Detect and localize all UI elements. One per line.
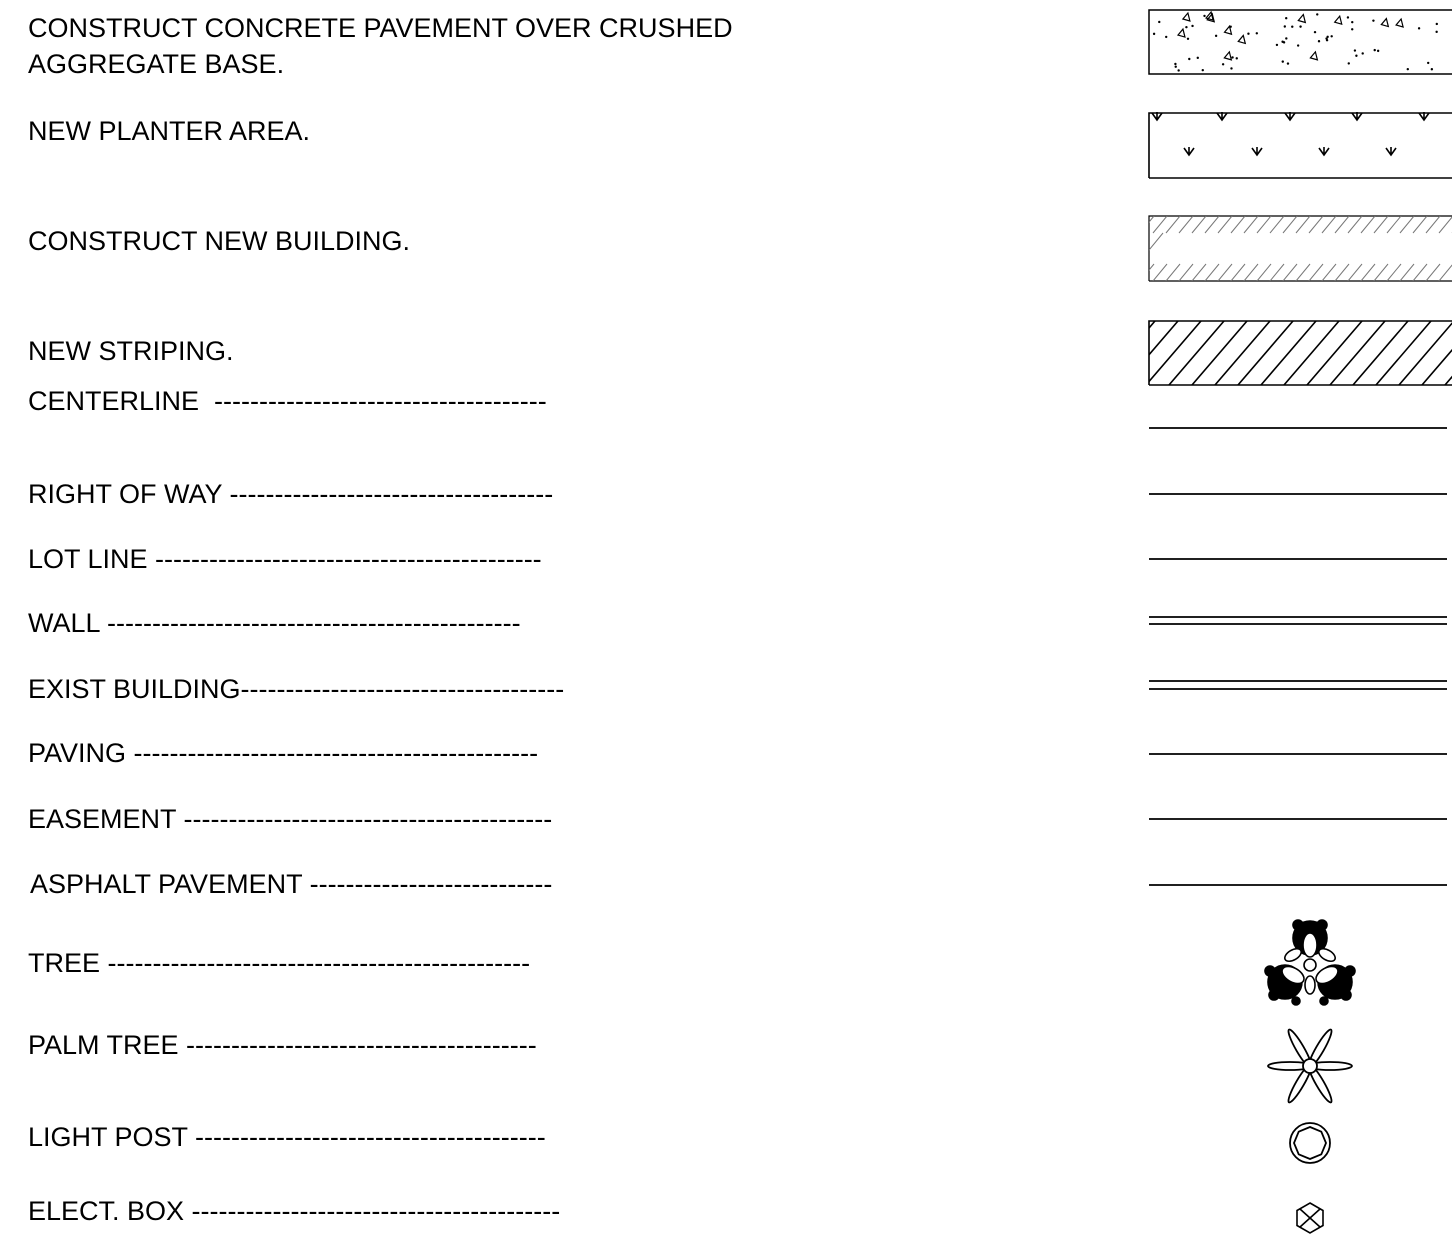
legend-label-building: CONSTRUCT NEW BUILDING.	[28, 226, 411, 256]
legend-label-wall: WALL ----------------------------------------------	[28, 608, 521, 638]
legend-label-lot-line: LOT LINE -------------------------------------------	[28, 544, 542, 574]
legend-label-concrete: CONSTRUCT CONCRETE PAVEMENT OVER CRUSHED AGGREGATE BASE.	[28, 13, 733, 79]
wall-line	[1149, 617, 1447, 624]
building-hatch-icon	[1140, 216, 1452, 281]
legend-label-paving: PAVING ---------------------------------------------	[28, 738, 539, 768]
striping-hatch-icon	[1100, 321, 1452, 385]
legend-label-planter: NEW PLANTER AREA.	[28, 116, 311, 146]
legend-label-exist-building: EXIST BUILDING------------------------------------	[28, 674, 565, 704]
legend-label-right-of-way: RIGHT OF WAY ------------------------------------	[28, 479, 554, 509]
tree-icon	[1265, 920, 1355, 1005]
legend-label-asphalt-pavement: ASPHALT PAVEMENT ---------------------------	[30, 869, 553, 899]
legend-label-elect-box: ELECT. BOX -----------------------------------------	[28, 1196, 561, 1226]
legend-label-light-post: LIGHT POST ---------------------------------------	[28, 1122, 546, 1152]
legend-label-tree: TREE -----------------------------------------------	[28, 948, 531, 978]
palm-tree-icon	[1268, 1028, 1352, 1105]
legend-label-striping: NEW STRIPING.	[28, 336, 234, 366]
legend-label-easement: EASEMENT -----------------------------------------	[28, 804, 553, 834]
exist-building-line	[1149, 681, 1447, 689]
concrete-hatch-icon	[1149, 10, 1452, 74]
electrical-box-icon	[1297, 1203, 1323, 1233]
light-post-icon	[1290, 1123, 1330, 1163]
planter-hatch-icon	[1149, 112, 1452, 178]
legend-label-palm-tree: PALM TREE ---------------------------------------	[28, 1030, 537, 1060]
legend-label-centerline: CENTERLINE -------------------------------------	[28, 386, 547, 416]
